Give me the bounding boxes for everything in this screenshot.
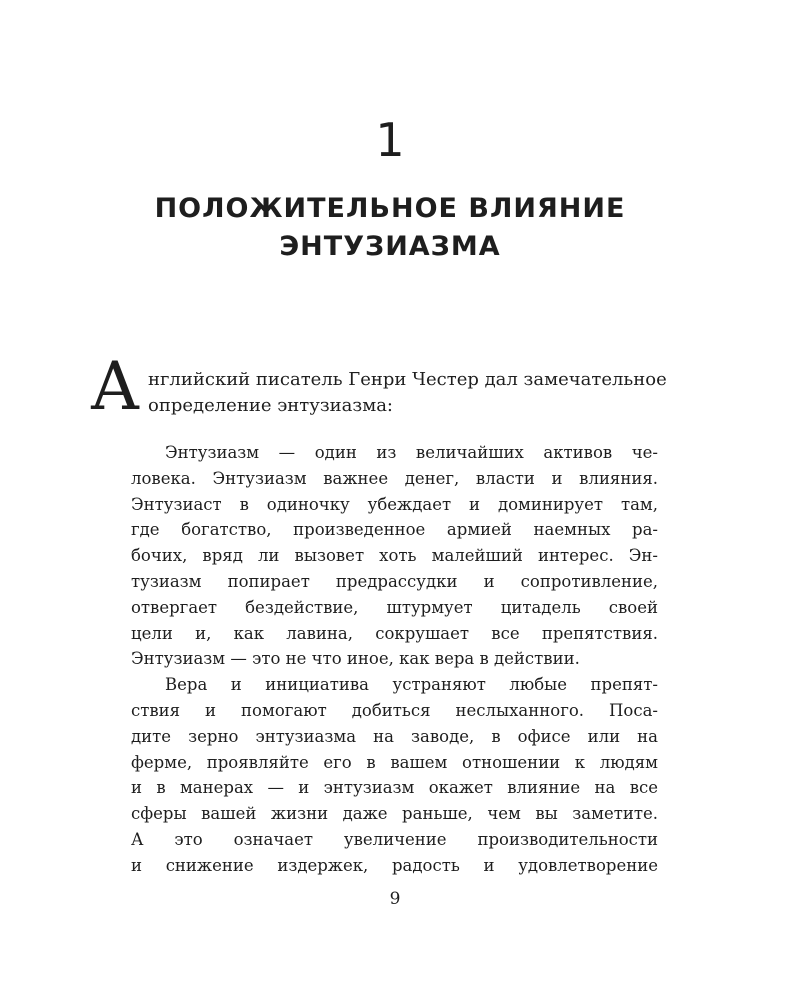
chapter-title (0, 190, 780, 266)
quote-line: где богатство, произведенное армией наемных ра- (131, 520, 658, 540)
intro-line: нглийский писатель Генри Честер дал замечательное (148, 369, 667, 390)
intro-paragraph (148, 367, 708, 419)
paragraph-line: Вера и инициатива устраняют любые препят- (165, 675, 658, 695)
quote-line: Энтузиаст в одиночку убеждает и доминирует там, (131, 494, 658, 514)
quote-block (131, 440, 658, 672)
paragraph-line: сферы вашей жизни даже раньше, чем вы заметите. (131, 804, 658, 824)
quote-line: Энтузиазм — это не что иное, как вера в действии. (131, 649, 580, 669)
quote-line: бочих, вряд ли вызовет хоть малейший интерес. Эн- (131, 546, 658, 566)
drop-cap: А (90, 348, 140, 425)
paragraph-line: и снижение издержек, радость и удовлетворение (131, 855, 658, 875)
page-number: 9 (389, 889, 401, 909)
paragraph (131, 672, 658, 878)
quote-line: цели и, как лавина, сокрушает все препятствия. (131, 623, 658, 643)
paragraph-line: А это означает увеличение производительности (131, 829, 658, 849)
quote-line: тузиазм попирает предрассудки и сопротивление, (131, 571, 658, 591)
paragraph-line: ферме, проявляйте его в вашем отношении к людям (131, 752, 658, 772)
body-text (131, 440, 658, 879)
chapter-number: 1 (375, 113, 405, 167)
chapter-title-line: ЭНТУЗИАЗМА (279, 231, 501, 262)
paragraph-line: дите зерно энтузиазма на заводе, в офисе или на (131, 726, 658, 746)
quote-line: отвергает бездействие, штурмует цитадель своей (131, 597, 658, 617)
paragraph-line: и в манерах — и энтузиазм окажет влияние на все (131, 778, 658, 798)
quote-line: ловека. Энтузиазм важнее денег, власти и влияния. (131, 468, 658, 488)
intro-line: определение энтузиазма: (148, 395, 393, 416)
paragraph-line: ствия и помогают добиться неслыханного. Поса- (131, 700, 658, 720)
quote-line: Энтузиазм — один из величайших активов че- (165, 443, 658, 462)
chapter-title-line: ПОЛОЖИТЕЛЬНОЕ ВЛИЯНИЕ (154, 193, 626, 224)
